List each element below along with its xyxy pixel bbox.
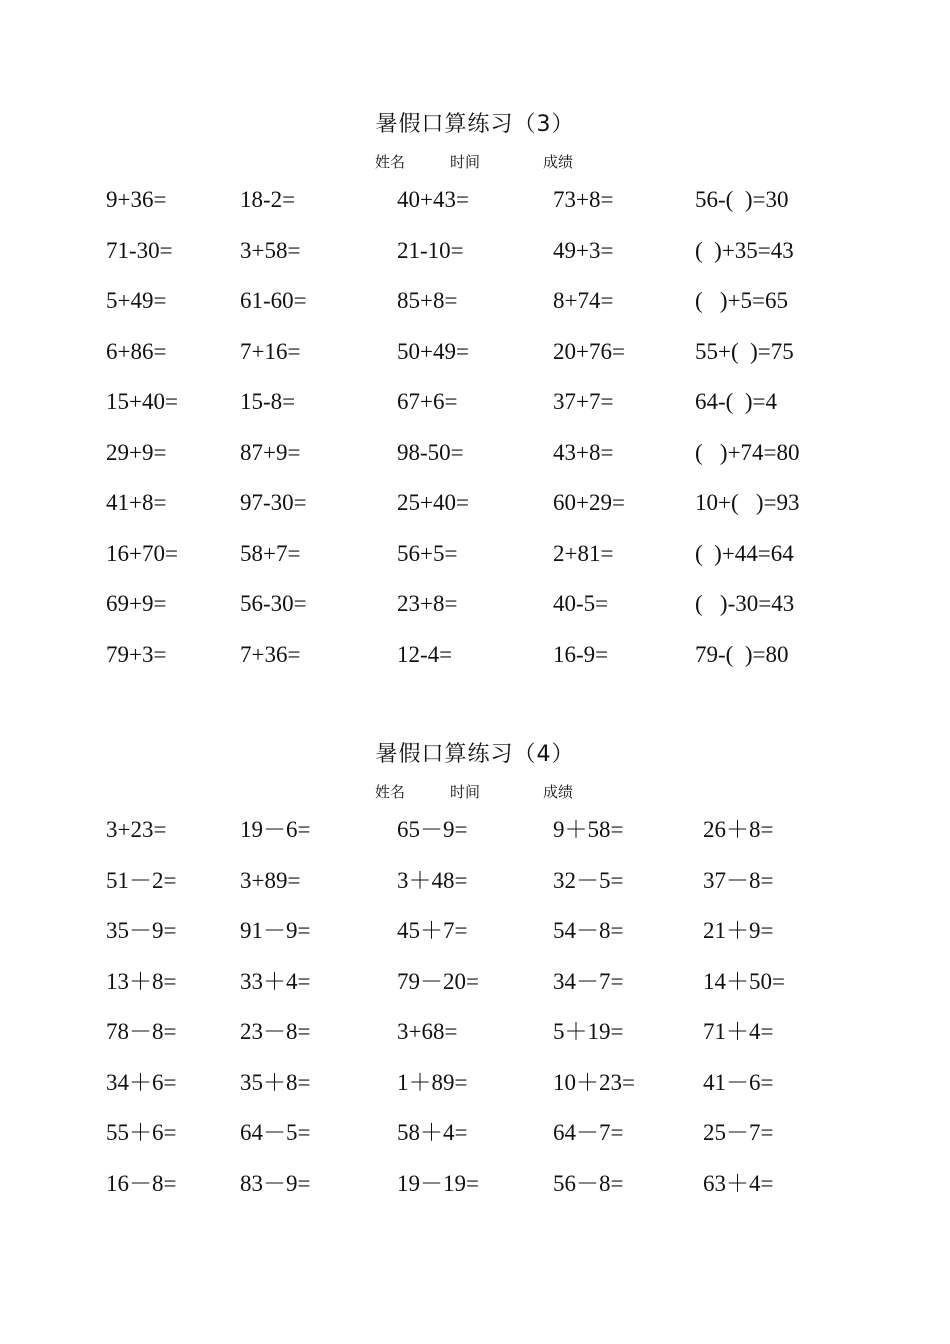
math-problem: 83－9= [240, 1170, 311, 1196]
time-label: 时间 [450, 153, 481, 171]
math-problem: 16+70= [106, 540, 178, 566]
math-problem: 6+86= [106, 338, 167, 364]
student-info-row [0, 782, 950, 802]
worksheet-title: 暑假口算练习（4） [375, 742, 575, 767]
math-problem: 63＋4= [703, 1170, 774, 1196]
math-problem: 5+49= [106, 288, 167, 313]
math-problem: 35＋8= [240, 1069, 311, 1095]
name-label: 姓名 [375, 783, 406, 801]
math-problem: 78－8= [106, 1019, 177, 1044]
math-problem: 26＋8= [703, 817, 774, 842]
math-problem: 34＋6= [106, 1069, 177, 1095]
math-problem: 67+6= [397, 389, 458, 414]
problem-row [0, 864, 950, 915]
math-problem: 37+7= [553, 389, 614, 414]
math-problem: 5＋19= [553, 1019, 624, 1044]
math-problem: 85+8= [397, 288, 458, 313]
math-problem: 49+3= [553, 237, 614, 263]
math-problem: 25－7= [703, 1120, 774, 1145]
math-problem: 54－8= [553, 918, 624, 943]
math-problem: 3+23= [106, 817, 167, 842]
math-problem: 10＋23= [553, 1069, 635, 1095]
math-problem: 9+36= [106, 187, 167, 212]
math-problem: 9＋58= [553, 817, 624, 842]
student-info-row [0, 152, 950, 172]
math-problem: ( )-30=43 [695, 591, 795, 616]
math-problem: 1＋89= [397, 1069, 468, 1095]
problem-row [0, 813, 950, 864]
math-problem: 33＋4= [240, 968, 311, 994]
math-problem: 56-( )=30 [695, 187, 789, 212]
math-problem: 69+9= [106, 591, 167, 616]
math-problem: 16-9= [553, 641, 609, 667]
math-problem: 55＋6= [106, 1120, 177, 1145]
math-problem: 79－20= [397, 968, 479, 994]
problem-row [0, 284, 950, 335]
math-problem: 7+36= [240, 641, 301, 667]
math-problem: 60+29= [553, 490, 625, 515]
time-label: 时间 [450, 783, 481, 801]
problem-row [0, 436, 950, 487]
math-problem: 2+81= [553, 540, 614, 566]
math-problem: 34－7= [553, 968, 624, 994]
problem-row [0, 1015, 950, 1066]
math-problem: 56-30= [240, 591, 307, 616]
math-problem: 58＋4= [397, 1120, 468, 1145]
math-problem: 91－9= [240, 918, 311, 943]
math-problem: 41+8= [106, 490, 167, 515]
math-problem: 12-4= [397, 641, 453, 667]
math-problem: 3+58= [240, 237, 301, 263]
math-problem: 15+40= [106, 389, 178, 414]
math-problem: 64-( )=4 [695, 389, 777, 414]
math-problem: 25+40= [397, 490, 469, 515]
math-problem: 41－6= [703, 1069, 774, 1095]
problem-row [0, 587, 950, 638]
math-problem: 55+( )=75 [695, 338, 794, 364]
math-problem: 65－9= [397, 817, 468, 842]
math-problem: 20+76= [553, 338, 625, 364]
worksheet-title: 暑假口算练习（3） [375, 112, 575, 137]
math-problem: 87+9= [240, 439, 301, 465]
math-problem: ( )+5=65 [695, 288, 789, 313]
problem-row [0, 183, 950, 234]
problem-grid [0, 813, 950, 1217]
math-problem: 51－2= [106, 867, 177, 893]
math-problem: 71＋4= [703, 1019, 774, 1044]
math-problem: 40-5= [553, 591, 609, 616]
problem-row [0, 486, 950, 537]
math-problem: 3+89= [240, 867, 301, 893]
math-problem: 56－8= [553, 1170, 624, 1196]
math-problem: 64－7= [553, 1120, 624, 1145]
math-problem: 18-2= [240, 187, 296, 212]
name-label: 姓名 [375, 153, 406, 171]
math-problem: 19－6= [240, 817, 311, 842]
problem-grid [0, 183, 950, 688]
math-problem: 23+8= [397, 591, 458, 616]
math-problem: ( )+35=43 [695, 237, 794, 263]
problem-row [0, 537, 950, 588]
math-problem: 16－8= [106, 1170, 177, 1196]
math-problem: 58+7= [240, 540, 301, 566]
math-problem: 97-30= [240, 490, 307, 515]
problem-row [0, 1066, 950, 1117]
problem-row [0, 638, 950, 689]
problem-row [0, 965, 950, 1016]
score-label: 成绩 [543, 153, 574, 171]
math-problem: 50+49= [397, 338, 469, 364]
math-problem: 64－5= [240, 1120, 311, 1145]
math-problem: 45＋7= [397, 918, 468, 943]
math-problem: 61-60= [240, 288, 307, 313]
math-problem: 32－5= [553, 867, 624, 893]
math-problem: 79+3= [106, 641, 167, 667]
math-problem: 10+( )=93 [695, 490, 800, 515]
math-problem: 40+43= [397, 187, 469, 212]
math-problem: 15-8= [240, 389, 296, 414]
math-problem: 7+16= [240, 338, 301, 364]
math-problem: 19－19= [397, 1170, 479, 1196]
math-problem: 43+8= [553, 439, 614, 465]
math-problem: ( )+74=80 [695, 439, 800, 465]
problem-row [0, 234, 950, 285]
math-problem: 71-30= [106, 237, 173, 263]
problem-row [0, 385, 950, 436]
math-problem: 73+8= [553, 187, 614, 212]
math-problem: 29+9= [106, 439, 167, 465]
problem-row [0, 335, 950, 386]
math-problem: 3+68= [397, 1019, 458, 1044]
math-problem: 23－8= [240, 1019, 311, 1044]
math-problem: 56+5= [397, 540, 458, 566]
score-label: 成绩 [543, 783, 574, 801]
math-problem: 79-( )=80 [695, 641, 789, 667]
problem-row [0, 914, 950, 965]
math-problem: 35－9= [106, 918, 177, 943]
math-problem: 21-10= [397, 237, 464, 263]
math-problem: 13＋8= [106, 968, 177, 994]
problem-row [0, 1116, 950, 1167]
math-problem: 8+74= [553, 288, 614, 313]
math-problem: 98-50= [397, 439, 464, 465]
math-problem: ( )+44=64 [695, 540, 794, 566]
math-problem: 3＋48= [397, 867, 468, 893]
math-problem: 14＋50= [703, 968, 785, 994]
problem-row [0, 1167, 950, 1218]
math-problem: 21＋9= [703, 918, 774, 943]
math-problem: 37－8= [703, 867, 774, 893]
